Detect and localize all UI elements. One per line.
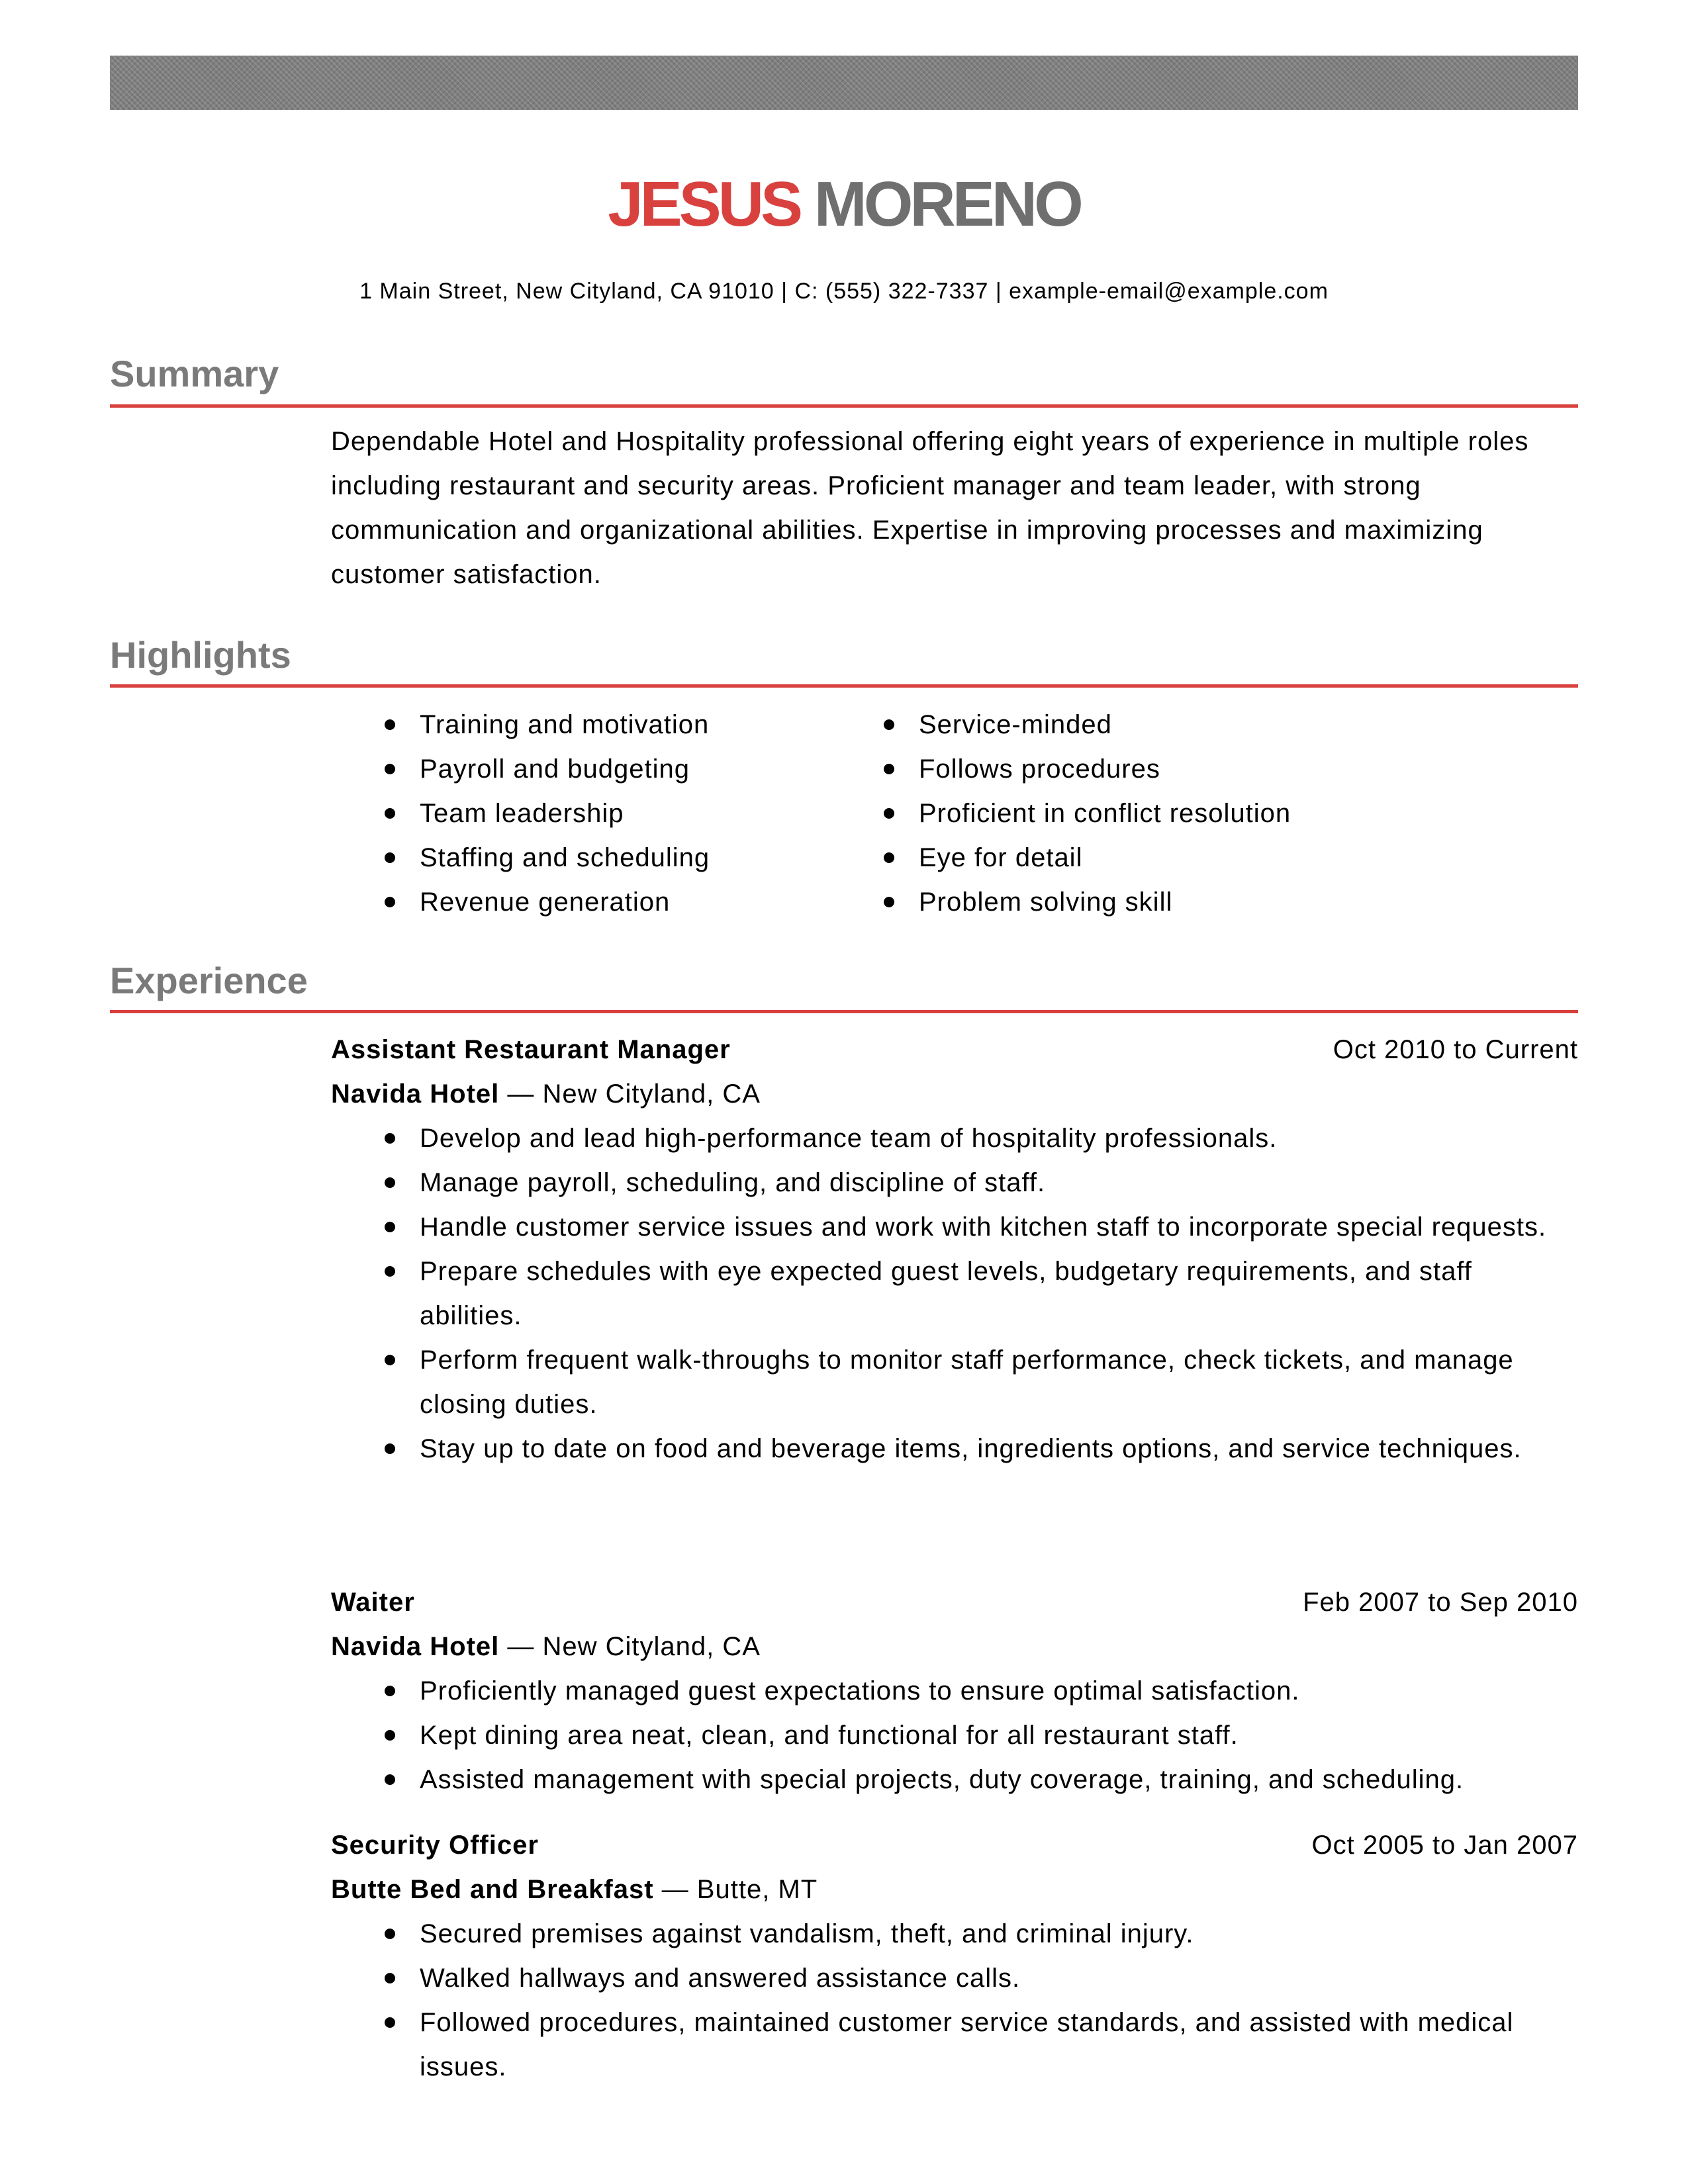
first-name: JESUS: [608, 169, 800, 240]
list-item: Develop and lead high-performance team of hospitality professionals.: [331, 1116, 1578, 1161]
summary-text: Dependable Hotel and Hospitality professional offering eight years of experience in multiple roles including restaurant and security areas. Proficient manager and team leader, with strong communication and organizational abilities. Expertise in improving processes and maximizing customer satisfaction.: [331, 427, 1529, 589]
list-item: Training and motivation: [331, 703, 834, 747]
list-item: Manage payroll, scheduling, and discipline of staff.: [331, 1161, 1578, 1205]
highlights-list-right: [830, 703, 1558, 925]
job-location: — New Cityland, CA: [499, 1079, 761, 1109]
job-dates: Oct 2010 to Current: [1333, 1035, 1578, 1064]
summary-divider: [110, 404, 1578, 408]
job-header: [331, 1823, 1578, 1868]
list-item: Handle customer service issues and work with kitchen staff to incorporate special requests.: [331, 1205, 1578, 1250]
job-duties-list: [331, 1116, 1578, 1471]
list-item: Payroll and budgeting: [331, 747, 834, 792]
job-title: Waiter: [331, 1588, 415, 1617]
list-item: Follows procedures: [830, 747, 1558, 792]
job-title: Assistant Restaurant Manager: [331, 1035, 731, 1064]
list-item: Eye for detail: [830, 836, 1558, 880]
job-title: Security Officer: [331, 1831, 539, 1860]
list-item: Revenue generation: [331, 880, 834, 925]
list-item: Problem solving skill: [830, 880, 1558, 925]
header-banner: [110, 56, 1578, 110]
list-item: Secured premises against vandalism, theft, and criminal injury.: [331, 1912, 1578, 1956]
list-item: Perform frequent walk-throughs to monitor staff performance, check tickets, and manage closing duties.: [331, 1338, 1578, 1427]
job-location: — New Cityland, CA: [499, 1632, 761, 1661]
job-header: [331, 1028, 1578, 1072]
job-duties-list: [331, 1912, 1578, 2089]
highlights-divider: [110, 684, 1578, 688]
list-item: Kept dining area neat, clean, and functional for all restaurant staff.: [331, 1713, 1578, 1758]
last-name: MORENO: [814, 169, 1080, 240]
company-name: Navida Hotel: [331, 1632, 500, 1661]
list-item: Staffing and scheduling: [331, 836, 834, 880]
list-item: Stay up to date on food and beverage items, ingredients options, and service techniques.: [331, 1427, 1578, 1471]
job-dates: Feb 2007 to Sep 2010: [1303, 1588, 1578, 1617]
list-item: Followed procedures, maintained customer service standards, and assisted with medical issues.: [331, 2001, 1578, 2089]
job-header: [331, 1580, 1578, 1625]
job-location: — Butte, MT: [653, 1875, 818, 1904]
job-employer: [331, 1072, 1578, 1116]
job-employer: [331, 1868, 1578, 1912]
list-item: Service-minded: [830, 703, 1558, 747]
summary-heading: Summary: [110, 353, 279, 394]
list-item: Team leadership: [331, 792, 834, 836]
job-employer: [331, 1625, 1578, 1669]
candidate-name: [0, 168, 1688, 241]
highlights-heading: Highlights: [110, 634, 291, 676]
list-item: Proficiently managed guest expectations to ensure optimal satisfaction.: [331, 1669, 1578, 1713]
list-item: Walked hallways and answered assistance calls.: [331, 1956, 1578, 2001]
list-item: Assisted management with special projects, duty coverage, training, and scheduling.: [331, 1758, 1578, 1802]
job-duties-list: [331, 1669, 1578, 1802]
company-name: Butte Bed and Breakfast: [331, 1875, 654, 1904]
contact-info: 1 Main Street, New Cityland, CA 91010 | C: (555) 322-7337 | example-email@example.com: [359, 279, 1329, 304]
list-item: Prepare schedules with eye expected guest levels, budgetary requirements, and staff abilities.: [331, 1250, 1578, 1338]
job-dates: Oct 2005 to Jan 2007: [1311, 1831, 1578, 1860]
experience-heading: Experience: [110, 960, 308, 1001]
company-name: Navida Hotel: [331, 1079, 500, 1109]
list-item: Proficient in conflict resolution: [830, 792, 1558, 836]
experience-divider: [110, 1010, 1578, 1013]
highlights-list-left: [331, 703, 834, 925]
